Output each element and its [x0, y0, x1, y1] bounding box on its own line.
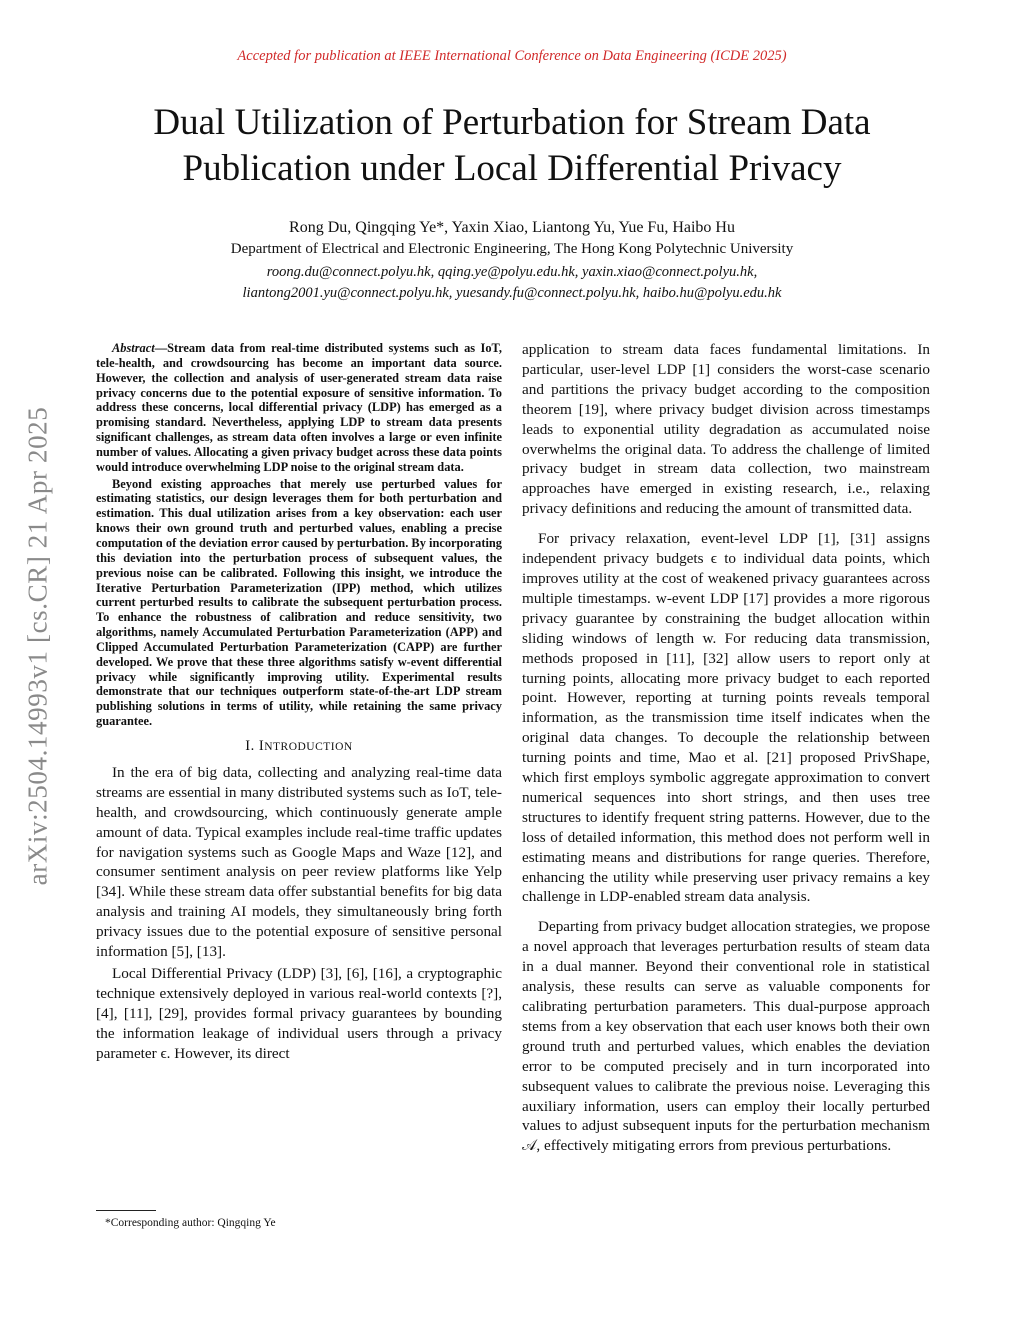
- footnote-rule: [96, 1210, 156, 1211]
- body-paragraph: In the era of big data, collecting and analyzing real-time data streams are essential in many distributed systems such as IoT, tele-health, and crowdsourcing, which continuously generate ample amount of data. Typical examples include real-time traffic updates for navigation systems such as Google Maps and Waze [12], and consumer sentiment analysis on peer review platforms like Yelp [34]. While these stream data offer substantial benefits for big data analysis and training AI models, they simultaneously bring forth privacy issues due to the potential exposure of sensitive personal information [5], [13].: [96, 763, 502, 961]
- paper-title: Dual Utilization of Perturbation for Stream Data Publication under Local Differential Privacy: [153, 102, 871, 189]
- arxiv-sidebar: [16, 350, 60, 942]
- affiliation: Department of Electrical and Electronic Engineering, The Hong Kong Polytechnic University: [230, 241, 794, 257]
- email-line: roong.du@connect.polyu.hk, qqing.ye@polyu.edu.hk, yaxin.xiao@connect.polyu.hk,: [266, 264, 758, 280]
- left-column: [96, 341, 502, 1064]
- section-title-cap: I: [258, 737, 265, 754]
- right-column: [522, 340, 930, 1166]
- email-line: liantong2001.yu@connect.polyu.hk, yuesandy.fu@connect.polyu.hk, haibo.hu@polyu.edu.hk: [242, 285, 782, 301]
- section-number: I.: [245, 737, 255, 754]
- footnote: *Corresponding author: Qingqing Ye: [105, 1217, 276, 1229]
- abstract-label: Abstract: [112, 341, 155, 355]
- body-paragraph: Local Differential Privacy (LDP) [3], [6], [16], a cryptographic technique extensively deployed in various real-world contexts [?], [4], [11], [29], provides formal privacy guarantees by bounding the information leakage of individual users through a privacy parameter ϵ. However, its direct: [96, 965, 502, 1062]
- publication-banner: Accepted for publication at IEEE International Conference on Data Engineering (ICDE 2025): [237, 48, 787, 64]
- author-list: Rong Du, Qingqing Ye*, Yaxin Xiao, Liantong Yu, Yue Fu, Haibo Hu: [289, 219, 735, 236]
- body-paragraph: Departing from privacy budget allocation strategies, we propose a novel approach that leverages perturbation results of steam data in a dual manner. Beyond their conventional role in statistical analysis, these results can serve as valuable components for calibrating perturbation parameters. This dual-purpose approach stems from a key observation that each user knows both their own ground truth and perturbed values, which enables the deviation error to be computed precisely and in turn incorporated into subsequent values to calibrate the previous noise. Leveraging this auxiliary information, users can employ their locally perturbed values to adjust subsequent inputs for the perturbation mechanism 𝒜, effectively mitigating errors from previous perturbations.: [522, 918, 930, 1155]
- abstract-text: —Stream data from real-time distributed systems such as IoT, tele-health, and crowdsourcing has become an important data source. However, the collection and analysis of user-generated stream data raise privacy concerns due to the potential exposure of sensitive information. To address these concerns, local differential privacy (LDP) has emerged as a promising standard. Nevertheless, applying LDP to stream data presents significant challenges, as stream data often involves a large or even infinite number of values. Allocating a given privacy budget across these data points would introduce overwhelming LDP noise to the original stream data.: [96, 341, 502, 474]
- arxiv-identifier: arXiv:2504.14993v1 [cs.CR] 21 Apr 2025: [22, 406, 53, 886]
- section-title-rest: NTRODUCTION: [264, 740, 353, 753]
- abstract-paragraph: Beyond existing approaches that merely use perturbed values for estimating statistics, our design leverages them for both perturbation and estimation. This dual utilization arises from a key observation: each user knows their own ground truth and perturbed values, enabling a precise computation of the deviation error caused by perturbation. By incorporating this deviation into the perturbation process of subsequent values, the previous noise can be calibrated. Following this insight, we introduce the Iterative Perturbation Parameterization (IPP) method, which utilizes current perturbed results to calibrate the subsequent perturbation process. To enhance the robustness of calibration and reduce sensitivity, two algorithms, namely Accumulated Perturbation Parameterization (APP) and Clipped Accumulated Perturbation Parameterization (CAPP) are further developed. We prove that these three algorithms satisfy w-event differential privacy while significantly improving utility. Experimental results demonstrate that our techniques outperform state-of-the-art LDP stream publishing solutions in terms of utility, while retaining the same privacy guarantee.: [96, 476, 502, 729]
- section-heading: [96, 738, 502, 755]
- email-list: [0, 262, 1024, 304]
- body-paragraph: application to stream data faces fundamental limitations. In particular, user-level LDP [1] considers the worst-case scenario and partitions the privacy budget according to the composition theorem [19], where privacy budget division across timestamps leads to exponential utility degradation as accumulated noise overwhelms the original data. To address the challenge of limited privacy budget in stream data collection, two mainstream approaches have emerged in existing research, i.e., relaxing privacy definitions and reducing the amount of transmitted data.: [522, 341, 930, 518]
- abstract-paragraph: [96, 341, 502, 475]
- body-paragraph: For privacy relaxation, event-level LDP [1], [31] assigns independent privacy budgets ϵ to individual data points, which improves utility at the cost of weakened privacy guarantees across multiple timestamps. w-event LDP [17] provides a more rigorous privacy guarantee by constraining the budget allocation within sliding windows of length w. For reducing data transmission, methods proposed in [11], [32] allow users to report only at turning points, allocating more privacy budget to each reported point. However, reporting at turning points reveals temporal information, as the transmission time itself indicates when the original data changes. To decouple the relationship between turning points and time, Mao et al. [21] proposed PrivShape, which first employs symbolic aggregate approximation to convert numerical sequences into short strings, and then uses tree structures to identify frequent string patterns. However, due to the loss of detailed information, this method does not perform well in estimating means and distributions for range queries. Therefore, enhancing the utility while preserving user privacy remains a key challenge in LDP-enabled stream data analysis.: [522, 530, 930, 906]
